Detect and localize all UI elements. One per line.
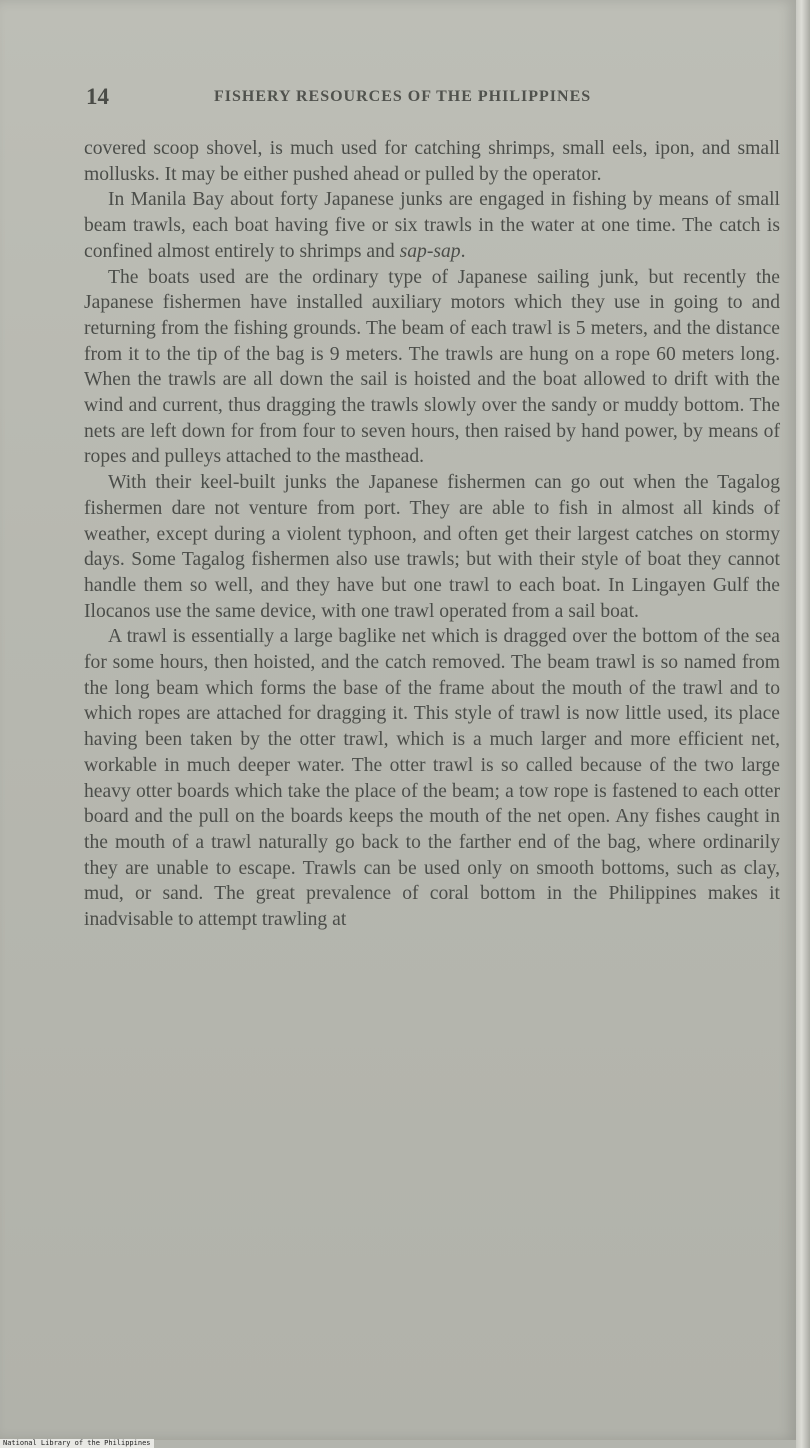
paragraph-2 <box>84 187 780 264</box>
page-edge <box>796 0 810 1448</box>
page-number: 14 <box>86 84 109 109</box>
running-title: FISHERY RESOURCES OF THE PHILIPPINES <box>214 88 592 105</box>
paragraph-2-italic-term: sap-sap <box>399 240 461 262</box>
paragraph-4: With their keel-built junks the Japanese fishermen can go out when the Tagalog fishermen dare not venture from port. They are able to fish in almost all kinds of weather, except during a violent typhoon, and often get their largest catches on stormy days. Some Tagalog fishermen also use trawls; but with their style of boat they cannot handle them so well, and they have but one trawl to each boat. In Lingayen Gulf the Ilocanos use the same device, with one trawl operated from a sail boat. <box>84 472 780 622</box>
paragraph-2-end: . <box>460 240 466 262</box>
paragraph-3: The boats used are the ordinary type of Japanese sailing junk, but recently the Japanese fishermen have installed auxiliary motors which they use in going to and returning from the fishing grounds. The beam of each trawl is 5 meters, and the distance from it to the tip of the bag is 9 meters. The trawls are hung on a rope 60 meters long. When the trawls are all down the sail is hoisted and the boat allowed to drift with the wind and current, thus dragging the trawls slowly over the sandy or muddy bottom. The nets are left down for from four to seven hours, then raised by hand power, by means of ropes and pulleys attached to the masthead. <box>84 266 780 468</box>
paragraph-2-text: In Manila Bay about forty Japanese junks are engaged in fishing by means of small beam trawls, each boat having five or six trawls in the water at one time. The catch is confined almost entirely to shrimps and <box>84 189 780 262</box>
paragraph-5: A trawl is essentially a large baglike net which is dragged over the bottom of the sea for some hours, then hoisted, and the catch removed. The beam trawl is so named from the long beam which forms the base of the frame about the mouth of the trawl and to which ropes are attached for dragging it. This style of trawl is now little used, its place having been taken by the otter trawl, which is a much larger and more efficient net, workable in much deeper water. The otter trawl is so called because of the two large heavy otter boards which take the place of the beam; a tow rope is fastened to each otter board and the pull on the boards keeps the mouth of the net open. Any fishes caught in the mouth of a trawl naturally go back to the farther end of the bag, where ordinarily they are unable to escape. Trawls can be used only on smooth bottoms, such as clay, mud, or sand. The great prevalence of coral bottom in the Philippines makes it inadvisable to attempt trawling at <box>84 626 780 931</box>
paragraph-1: covered scoop shovel, is much used for catching shrimps, small eels, ipon, and small mollusks. It may be either pushed ahead or pulled by the operator. <box>84 138 780 185</box>
running-head <box>86 82 778 116</box>
library-credit: National Library of the Philippines <box>0 1439 154 1448</box>
body-text <box>84 136 780 933</box>
